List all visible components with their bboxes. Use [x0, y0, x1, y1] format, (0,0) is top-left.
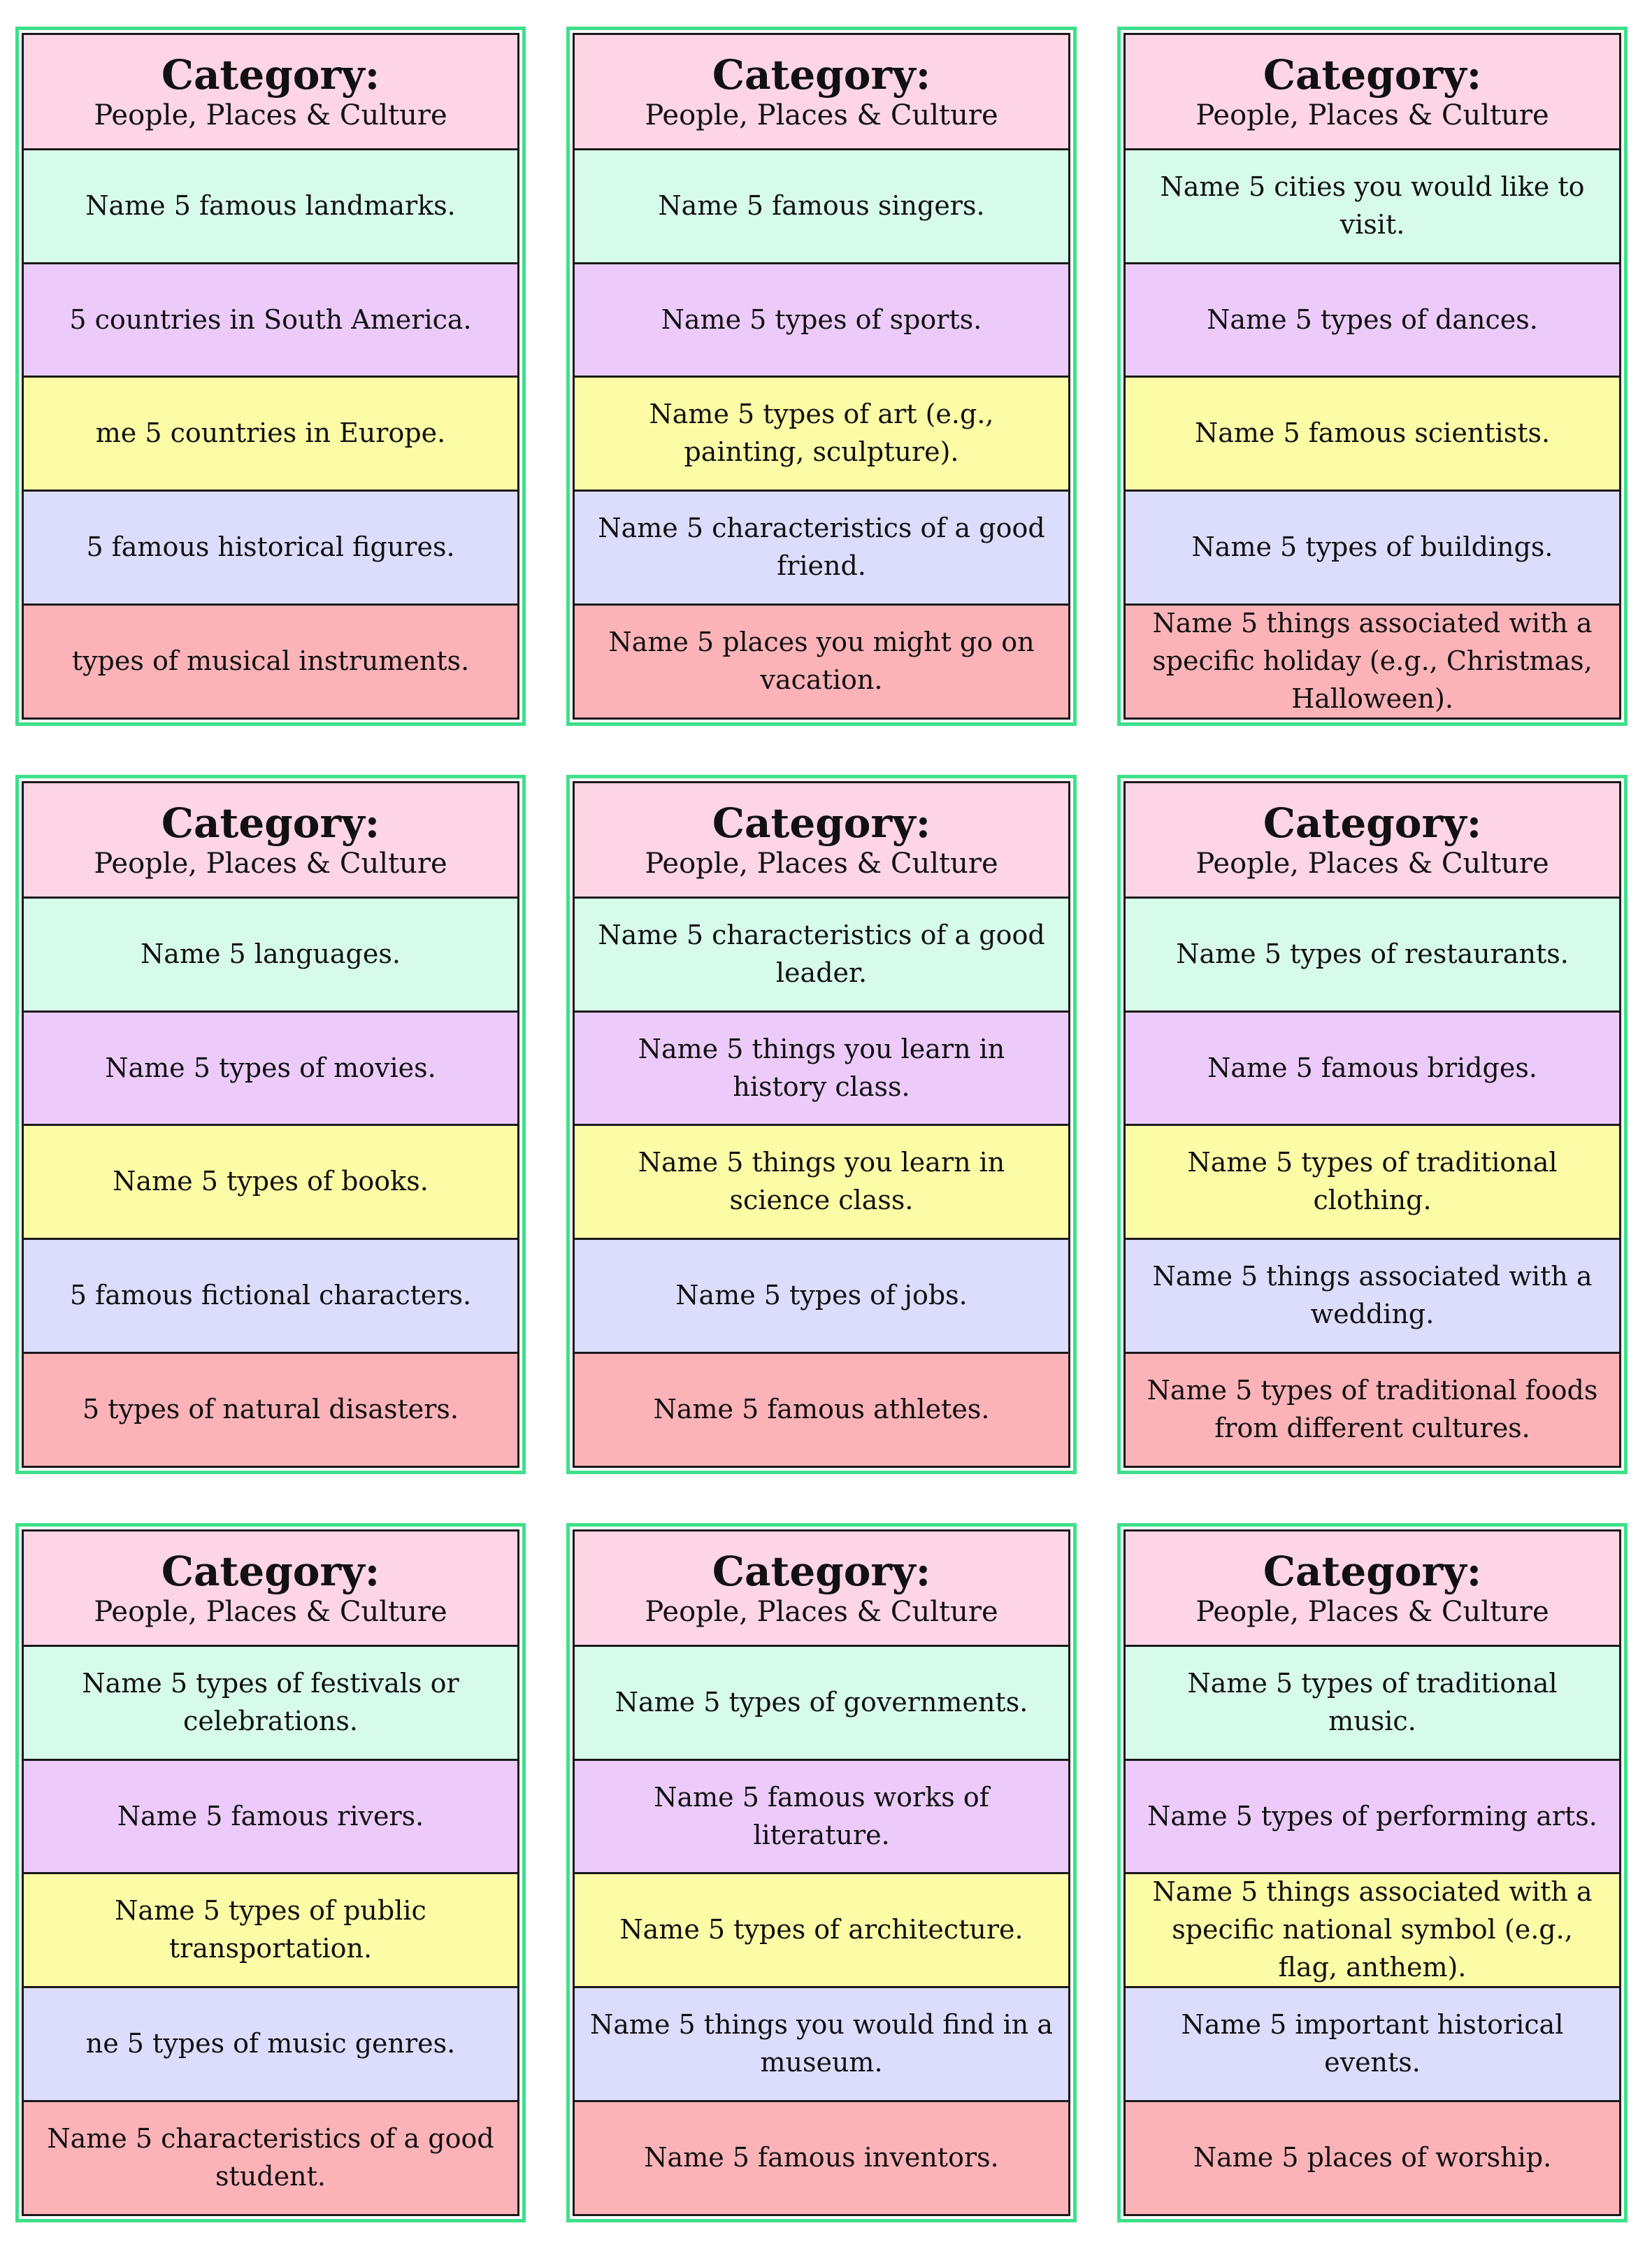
card-header [575, 783, 1068, 897]
prompt-row: Name 5 types of buildings. [1126, 490, 1619, 604]
prompt-row: Name 5 types of restaurants. [1126, 897, 1619, 1011]
prompt-row: Name 5 things you learn in science class. [575, 1124, 1068, 1238]
card-8 [566, 1523, 1077, 2222]
prompt-row: Name 5 things associated with a specific national symbol (e.g., flag, anthem). [1126, 1872, 1619, 1986]
prompt-row: Name 5 things you learn in history class. [575, 1011, 1068, 1124]
prompt-row: Name 5 things you would find in a museum. [575, 1986, 1068, 2100]
card-7 [15, 1523, 526, 2222]
card-4 [15, 775, 526, 1474]
prompt-row: Name 5 famous bridges. [1126, 1011, 1619, 1124]
prompt-row: Name 5 types of movies. [24, 1011, 517, 1124]
category-value: People, Places & Culture [94, 1596, 447, 1629]
prompt-row: ne 5 types of music genres. [24, 1986, 517, 2100]
prompt-row: 5 countries in South America. [24, 262, 517, 376]
prompt-row: Name 5 famous rivers. [24, 1759, 517, 1873]
card-header [575, 1531, 1068, 1645]
prompt-row: Name 5 famous athletes. [575, 1352, 1068, 1466]
prompt-row: me 5 countries in Europe. [24, 376, 517, 490]
card-5 [566, 775, 1077, 1474]
card-1 [15, 27, 526, 726]
card-header [1126, 783, 1619, 897]
category-value: People, Places & Culture [94, 848, 447, 880]
category-value: People, Places & Culture [645, 848, 998, 880]
prompt-row: Name 5 famous works of literature. [575, 1759, 1068, 1873]
prompt-row: 5 types of natural disasters. [24, 1352, 517, 1466]
prompt-row: Name 5 famous singers. [575, 148, 1068, 262]
category-value: People, Places & Culture [94, 99, 447, 132]
category-label: Category: [161, 1547, 380, 1595]
card-9 [1117, 1523, 1628, 2222]
prompt-row: Name 5 characteristics of a good leader. [575, 897, 1068, 1011]
prompt-row: Name 5 characteristics of a good student. [24, 2100, 517, 2214]
category-label: Category: [1263, 1547, 1482, 1595]
card-header [575, 35, 1068, 148]
prompt-row: Name 5 languages. [24, 897, 517, 1011]
category-value: People, Places & Culture [1195, 1596, 1549, 1629]
prompt-row: Name 5 famous inventors. [575, 2100, 1068, 2214]
category-value: People, Places & Culture [645, 99, 998, 132]
prompt-row: types of musical instruments. [24, 604, 517, 717]
prompt-row: Name 5 important historical events. [1126, 1986, 1619, 2100]
category-label: Category: [712, 1547, 931, 1595]
prompt-row: 5 famous fictional characters. [24, 1238, 517, 1352]
prompt-row: Name 5 types of art (e.g., painting, sculpture). [575, 376, 1068, 490]
prompt-row: Name 5 types of dances. [1126, 262, 1619, 376]
category-label: Category: [161, 50, 380, 99]
prompt-row: Name 5 types of public transportation. [24, 1872, 517, 1986]
category-value: People, Places & Culture [645, 1596, 998, 1629]
prompt-row: Name 5 types of performing arts. [1126, 1759, 1619, 1873]
card-header [1126, 1531, 1619, 1645]
prompt-row: Name 5 types of traditional music. [1126, 1645, 1619, 1759]
category-label: Category: [1263, 50, 1482, 99]
card-2 [566, 27, 1077, 726]
category-value: People, Places & Culture [1195, 848, 1549, 880]
card-6 [1117, 775, 1628, 1474]
prompt-row: Name 5 types of jobs. [575, 1238, 1068, 1352]
category-label: Category: [161, 799, 380, 847]
prompt-row: Name 5 famous landmarks. [24, 148, 517, 262]
prompt-row: Name 5 things associated with a wedding. [1126, 1238, 1619, 1352]
category-label: Category: [1263, 799, 1482, 847]
category-value: People, Places & Culture [1195, 99, 1549, 132]
category-label: Category: [712, 799, 931, 847]
prompt-row: Name 5 cities you would like to visit. [1126, 148, 1619, 262]
prompt-row: Name 5 famous scientists. [1126, 376, 1619, 490]
prompt-row: Name 5 types of traditional clothing. [1126, 1124, 1619, 1238]
prompt-row: Name 5 types of governments. [575, 1645, 1068, 1759]
prompt-row: Name 5 things associated with a specific holiday (e.g., Christmas, Halloween). [1126, 604, 1619, 717]
prompt-row: Name 5 types of books. [24, 1124, 517, 1238]
prompt-row: Name 5 types of festivals or celebrations. [24, 1645, 517, 1759]
prompt-row: Name 5 types of sports. [575, 262, 1068, 376]
prompt-row: Name 5 types of architecture. [575, 1872, 1068, 1986]
card-header [24, 783, 517, 897]
prompt-row: Name 5 characteristics of a good friend. [575, 490, 1068, 604]
card-header [1126, 35, 1619, 148]
card-3 [1117, 27, 1628, 726]
prompt-row: Name 5 types of traditional foods from different cultures. [1126, 1352, 1619, 1466]
prompt-row: 5 famous historical figures. [24, 490, 517, 604]
prompt-row: Name 5 places you might go on vacation. [575, 604, 1068, 717]
category-label: Category: [712, 50, 931, 99]
prompt-row: Name 5 places of worship. [1126, 2100, 1619, 2214]
card-header [24, 1531, 517, 1645]
card-header [24, 35, 517, 148]
